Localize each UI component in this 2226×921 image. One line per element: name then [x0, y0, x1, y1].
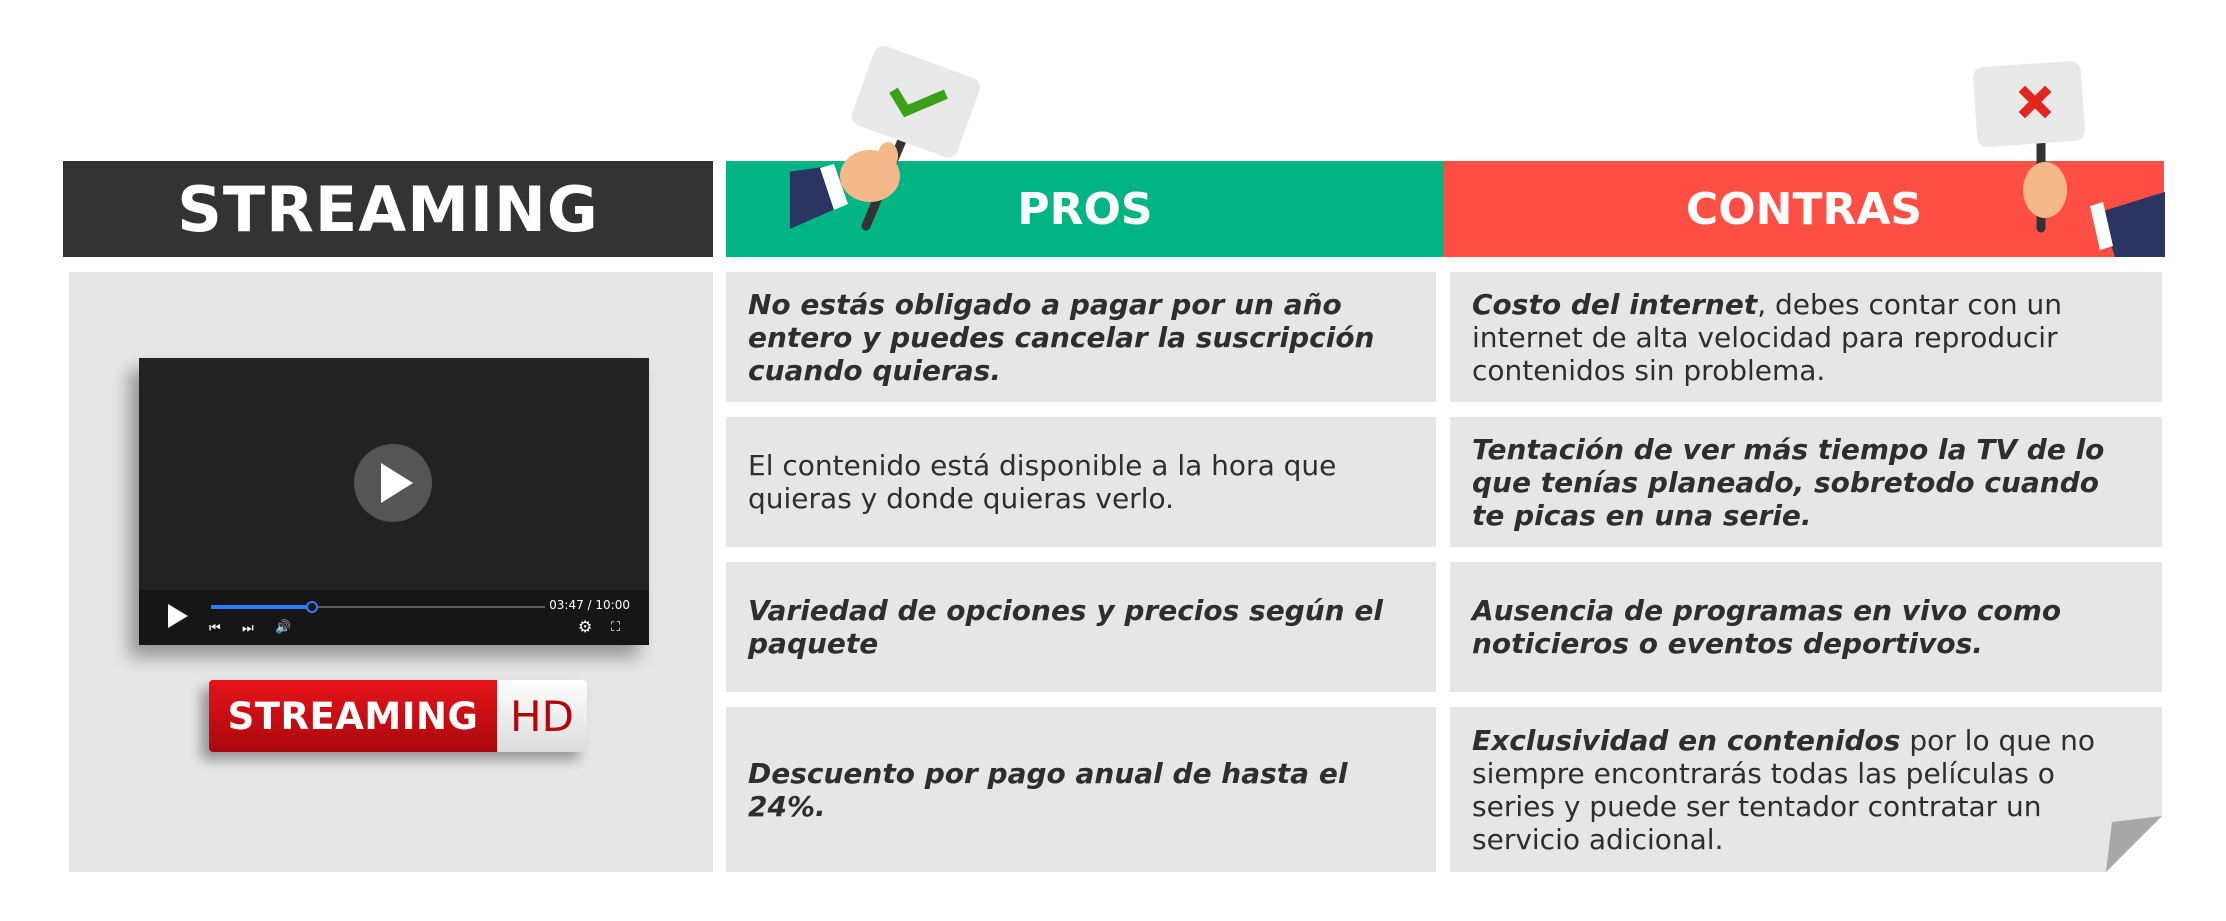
- contra-item-bold: Costo del internet: [1472, 287, 1758, 321]
- page-curl-corner: [2106, 816, 2162, 872]
- badge-streaming-label: STREAMING: [209, 680, 497, 752]
- contra-item-rest: , debes contar con un internet de alta velocidad para reproducir contenidos sin problema.: [1472, 287, 2063, 387]
- contra-item-2: [1450, 417, 2162, 547]
- play-icon: [381, 463, 413, 503]
- checkmark-sign-illustration: [790, 46, 1020, 246]
- contra-item-text: [1472, 288, 2140, 387]
- next-icon[interactable]: ⏭: [242, 621, 254, 636]
- x-sign-illustration: [1965, 56, 2165, 266]
- previous-icon[interactable]: ⏮: [209, 621, 221, 636]
- pro-item-3: [726, 562, 1436, 692]
- progress-fill: [211, 605, 311, 609]
- contra-item-4: [1450, 707, 2162, 872]
- contra-item-3: [1450, 562, 2162, 692]
- contra-item-text: [1472, 724, 2140, 856]
- gear-icon[interactable]: ⚙: [578, 617, 593, 636]
- contra-item-rest: por lo que no siempre encontrarás todas las películas o series y puede ser tentador contratar un servicio adicional.: [1472, 723, 2096, 856]
- contra-item-text: Tentación de ver más tiempo la TV de lo que tenías planeado, sobretodo cuando te picas en una serie.: [1472, 432, 2105, 532]
- pros-header: PROS: [726, 161, 1444, 257]
- badge-hd-label: HD: [497, 680, 587, 752]
- pro-item-text: Variedad de opciones y precios según el paquete: [748, 594, 1383, 660]
- pro-item-text: No estás obligado a pagar por un año entero y puedes cancelar la suscripción cuando quieras.: [748, 287, 1375, 387]
- pro-item-text: Descuento por pago anual de hasta el 24%.: [748, 756, 1348, 823]
- pro-item-2: [726, 417, 1436, 547]
- streaming-header: STREAMING: [63, 161, 713, 257]
- fullscreen-icon[interactable]: ⛶: [611, 620, 621, 635]
- thumb-shape: [878, 142, 898, 170]
- pro-item-4: [726, 707, 1436, 872]
- streaming-hd-badge: [209, 680, 587, 752]
- pro-item-1: [726, 272, 1436, 402]
- contras-header: CONTRAS: [1444, 161, 2164, 257]
- time-label: 03:47 / 10:00: [549, 598, 630, 612]
- contra-item-bold: Exclusividad en contenidos: [1472, 723, 1901, 757]
- contra-item-text: Ausencia de programas en vivo como noticieros o eventos deportivos.: [1472, 594, 2062, 660]
- progress-knob[interactable]: [306, 601, 318, 613]
- pro-item-text: El contenido está disponible a la hora que quieras y donde quieras verlo.: [748, 449, 1337, 515]
- play-icon[interactable]: [168, 604, 188, 628]
- contra-item-1: [1450, 272, 2162, 402]
- volume-icon[interactable]: 🔊: [275, 620, 292, 635]
- hand-shape: [2023, 162, 2067, 218]
